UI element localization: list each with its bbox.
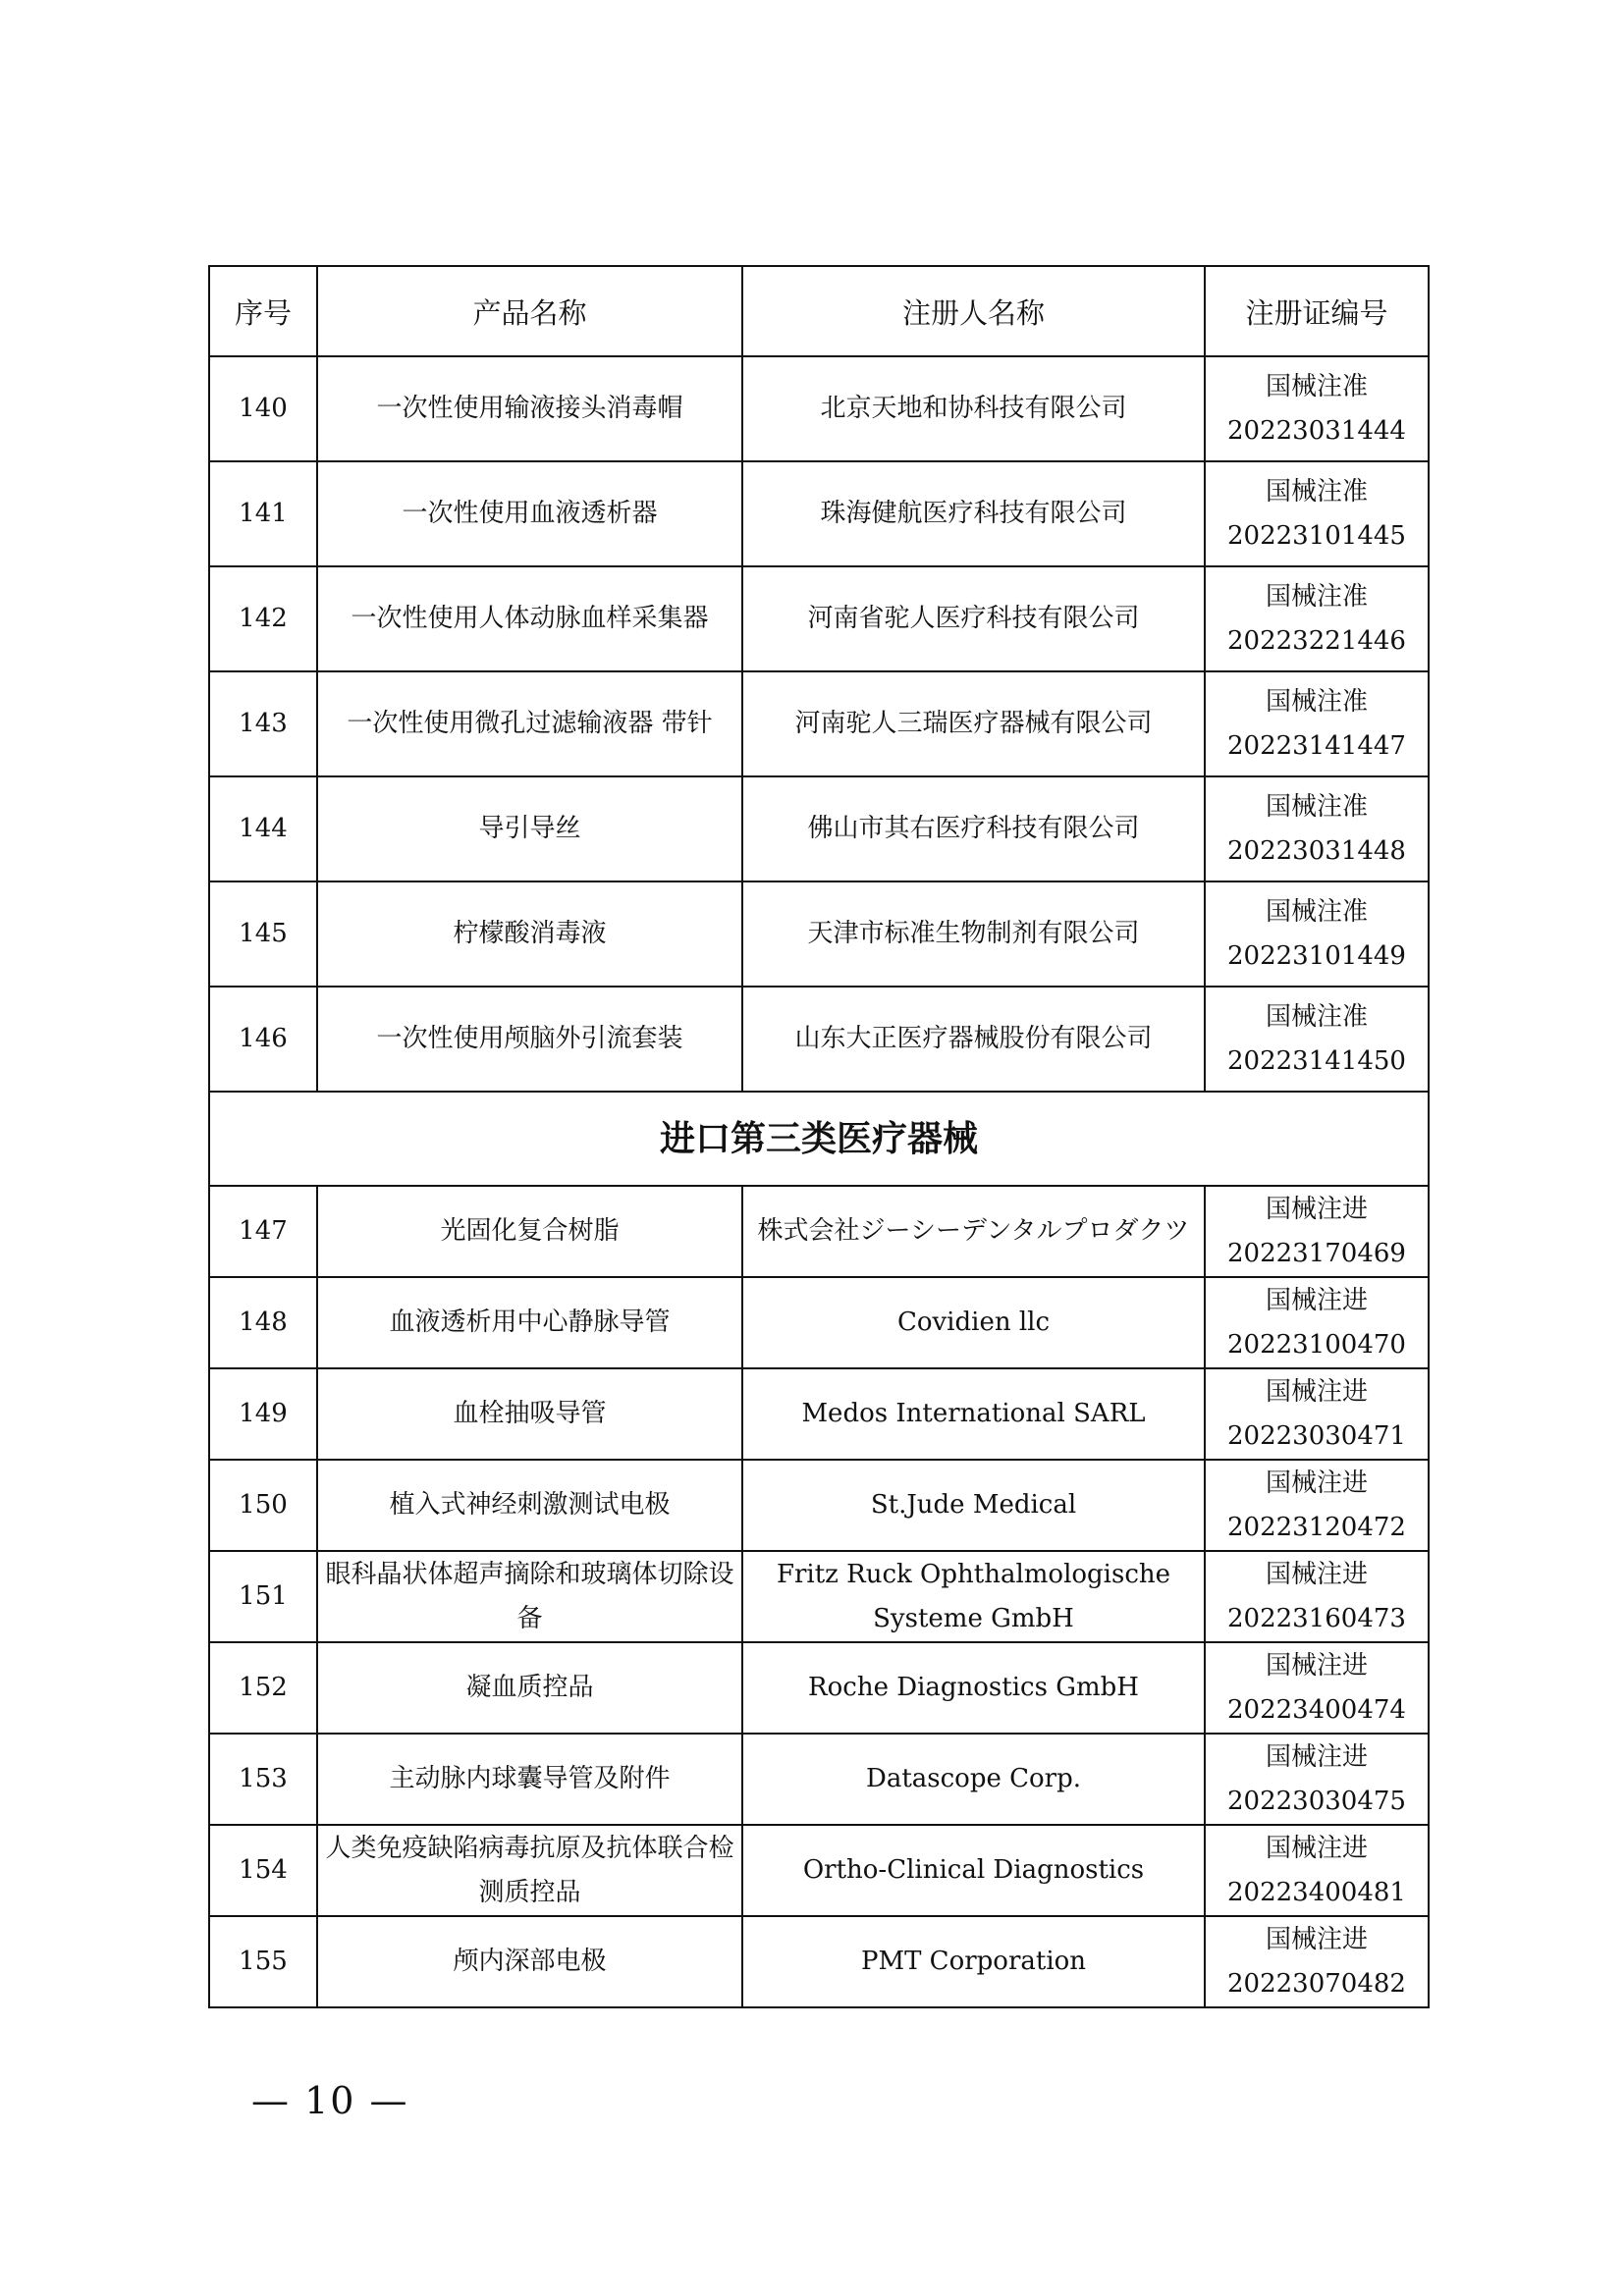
certificate-number: 20223160473 xyxy=(1227,1603,1406,1633)
registrant-name-cell: 珠海健航医疗科技有限公司 xyxy=(742,461,1205,566)
certificate-no-cell xyxy=(1205,1734,1429,1825)
product-name-cell: 一次性使用人体动脉血样采集器 xyxy=(317,566,742,671)
certificate-type: 国械注进 xyxy=(1265,1468,1368,1498)
certificate-number: 20223400474 xyxy=(1227,1694,1406,1725)
certificate-type: 国械注进 xyxy=(1265,1833,1368,1863)
certificate-type: 国械注准 xyxy=(1265,581,1368,612)
product-name-cell: 颅内深部电极 xyxy=(317,1916,742,2007)
certificate-type: 国械注进 xyxy=(1265,1376,1368,1407)
serial-no-cell: 152 xyxy=(209,1642,317,1734)
certificate-no-cell xyxy=(1205,1916,1429,2007)
serial-no-cell: 150 xyxy=(209,1460,317,1551)
header-certificate-no: 注册证编号 xyxy=(1205,266,1429,356)
registrant-name-cell: 天津市标准生物制剂有限公司 xyxy=(742,881,1205,987)
registrant-name-cell: Fritz Ruck Ophthalmologische Systeme GmbH xyxy=(742,1551,1205,1642)
table-row xyxy=(209,1916,1429,2007)
section-row xyxy=(209,1092,1429,1186)
certificate-type: 国械注进 xyxy=(1265,1559,1368,1589)
serial-no-cell: 145 xyxy=(209,881,317,987)
table-row xyxy=(209,1734,1429,1825)
certificate-no-cell xyxy=(1205,1460,1429,1551)
certificate-number: 20223031444 xyxy=(1227,415,1406,446)
certificate-type: 国械注准 xyxy=(1265,896,1368,927)
product-name-cell: 血液透析用中心静脉导管 xyxy=(317,1277,742,1368)
serial-no-cell: 155 xyxy=(209,1916,317,2007)
product-name-cell: 人类免疫缺陷病毒抗原及抗体联合检测质控品 xyxy=(317,1825,742,1916)
table-row xyxy=(209,1825,1429,1916)
table-row xyxy=(209,1277,1429,1368)
certificate-no-cell xyxy=(1205,566,1429,671)
table-row xyxy=(209,987,1429,1092)
product-name-cell: 一次性使用微孔过滤输液器 带针 xyxy=(317,671,742,776)
table-header-row xyxy=(209,266,1429,356)
serial-no-cell: 148 xyxy=(209,1277,317,1368)
product-name-cell: 一次性使用颅脑外引流套装 xyxy=(317,987,742,1092)
table-row xyxy=(209,1368,1429,1460)
certificate-no-cell xyxy=(1205,1186,1429,1277)
header-registrant-name: 注册人名称 xyxy=(742,266,1205,356)
serial-no-cell: 149 xyxy=(209,1368,317,1460)
registrant-name-cell: Covidien llc xyxy=(742,1277,1205,1368)
domestic-rows xyxy=(209,356,1429,1092)
certificate-type: 国械注进 xyxy=(1265,1650,1368,1681)
table-row xyxy=(209,1186,1429,1277)
certificate-no-cell xyxy=(1205,987,1429,1092)
product-name-cell: 光固化复合树脂 xyxy=(317,1186,742,1277)
certificate-type: 国械注进 xyxy=(1265,1285,1368,1315)
header-serial-no: 序号 xyxy=(209,266,317,356)
registrant-name-cell: PMT Corporation xyxy=(742,1916,1205,2007)
certificate-number: 20223030475 xyxy=(1227,1786,1406,1816)
header-product-name: 产品名称 xyxy=(317,266,742,356)
registrant-name-cell: Datascope Corp. xyxy=(742,1734,1205,1825)
registrant-name-cell: 株式会社ジーシーデンタルプロダクツ xyxy=(742,1186,1205,1277)
serial-no-cell: 140 xyxy=(209,356,317,461)
certificate-number: 20223031448 xyxy=(1227,835,1406,866)
certificate-no-cell xyxy=(1205,1825,1429,1916)
product-name-cell: 导引导丝 xyxy=(317,776,742,881)
certificate-type: 国械注进 xyxy=(1265,1741,1368,1772)
certificate-type: 国械注准 xyxy=(1265,791,1368,822)
table-row xyxy=(209,776,1429,881)
registrant-name-cell: Medos International SARL xyxy=(742,1368,1205,1460)
product-name-cell: 主动脉内球囊导管及附件 xyxy=(317,1734,742,1825)
serial-no-cell: 144 xyxy=(209,776,317,881)
certificate-type: 国械注准 xyxy=(1265,1001,1368,1032)
certificate-type: 国械注进 xyxy=(1265,1194,1368,1224)
table-row xyxy=(209,881,1429,987)
serial-no-cell: 147 xyxy=(209,1186,317,1277)
certificate-number: 20223100470 xyxy=(1227,1329,1406,1360)
certificate-number: 20223141447 xyxy=(1227,730,1406,761)
serial-no-cell: 146 xyxy=(209,987,317,1092)
table-row xyxy=(209,356,1429,461)
registration-table xyxy=(208,265,1430,2008)
certificate-number: 20223101449 xyxy=(1227,940,1406,971)
registrant-name-cell: St.Jude Medical xyxy=(742,1460,1205,1551)
registrant-name-cell: 佛山市其右医疗科技有限公司 xyxy=(742,776,1205,881)
registrant-name-cell: 北京天地和协科技有限公司 xyxy=(742,356,1205,461)
table-row xyxy=(209,1642,1429,1734)
certificate-number: 20223221446 xyxy=(1227,625,1406,656)
product-name-cell: 眼科晶状体超声摘除和玻璃体切除设备 xyxy=(317,1551,742,1642)
registrant-name-cell: Roche Diagnostics GmbH xyxy=(742,1642,1205,1734)
certificate-no-cell xyxy=(1205,356,1429,461)
certificate-no-cell xyxy=(1205,1551,1429,1642)
certificate-number: 20223070482 xyxy=(1227,1968,1406,1999)
certificate-number: 20223101445 xyxy=(1227,520,1406,551)
product-name-cell: 血栓抽吸导管 xyxy=(317,1368,742,1460)
table-row xyxy=(209,461,1429,566)
certificate-no-cell xyxy=(1205,1368,1429,1460)
registrant-name-cell: 河南驼人三瑞医疗器械有限公司 xyxy=(742,671,1205,776)
certificate-no-cell xyxy=(1205,461,1429,566)
product-name-cell: 凝血质控品 xyxy=(317,1642,742,1734)
certificate-no-cell xyxy=(1205,881,1429,987)
product-name-cell: 一次性使用输液接头消毒帽 xyxy=(317,356,742,461)
serial-no-cell: 154 xyxy=(209,1825,317,1916)
certificate-number: 20223030471 xyxy=(1227,1420,1406,1451)
certificate-no-cell xyxy=(1205,1642,1429,1734)
certificate-number: 20223141450 xyxy=(1227,1045,1406,1076)
product-name-cell: 植入式神经刺激测试电极 xyxy=(317,1460,742,1551)
product-name-cell: 一次性使用血液透析器 xyxy=(317,461,742,566)
certificate-no-cell xyxy=(1205,671,1429,776)
product-name-cell: 柠檬酸消毒液 xyxy=(317,881,742,987)
import-rows xyxy=(209,1186,1429,2007)
certificate-no-cell xyxy=(1205,776,1429,881)
serial-no-cell: 153 xyxy=(209,1734,317,1825)
certificate-number: 20223170469 xyxy=(1227,1238,1406,1268)
table-row xyxy=(209,1551,1429,1642)
serial-no-cell: 151 xyxy=(209,1551,317,1642)
registrant-name-cell: Ortho-Clinical Diagnostics xyxy=(742,1825,1205,1916)
certificate-type: 国械注进 xyxy=(1265,1924,1368,1954)
certificate-no-cell xyxy=(1205,1277,1429,1368)
registrant-name-cell: 山东大正医疗器械股份有限公司 xyxy=(742,987,1205,1092)
certificate-number: 20223400481 xyxy=(1227,1877,1406,1907)
table-row xyxy=(209,1460,1429,1551)
section-title: 进口第三类医疗器械 xyxy=(209,1092,1429,1186)
registrant-name-cell: 河南省驼人医疗科技有限公司 xyxy=(742,566,1205,671)
page-number: — 10 — xyxy=(251,2079,409,2122)
table-row xyxy=(209,671,1429,776)
table-row xyxy=(209,566,1429,671)
certificate-type: 国械注准 xyxy=(1265,371,1368,401)
serial-no-cell: 141 xyxy=(209,461,317,566)
serial-no-cell: 143 xyxy=(209,671,317,776)
certificate-number: 20223120472 xyxy=(1227,1512,1406,1542)
serial-no-cell: 142 xyxy=(209,566,317,671)
certificate-type: 国械注准 xyxy=(1265,476,1368,507)
certificate-type: 国械注准 xyxy=(1265,686,1368,717)
